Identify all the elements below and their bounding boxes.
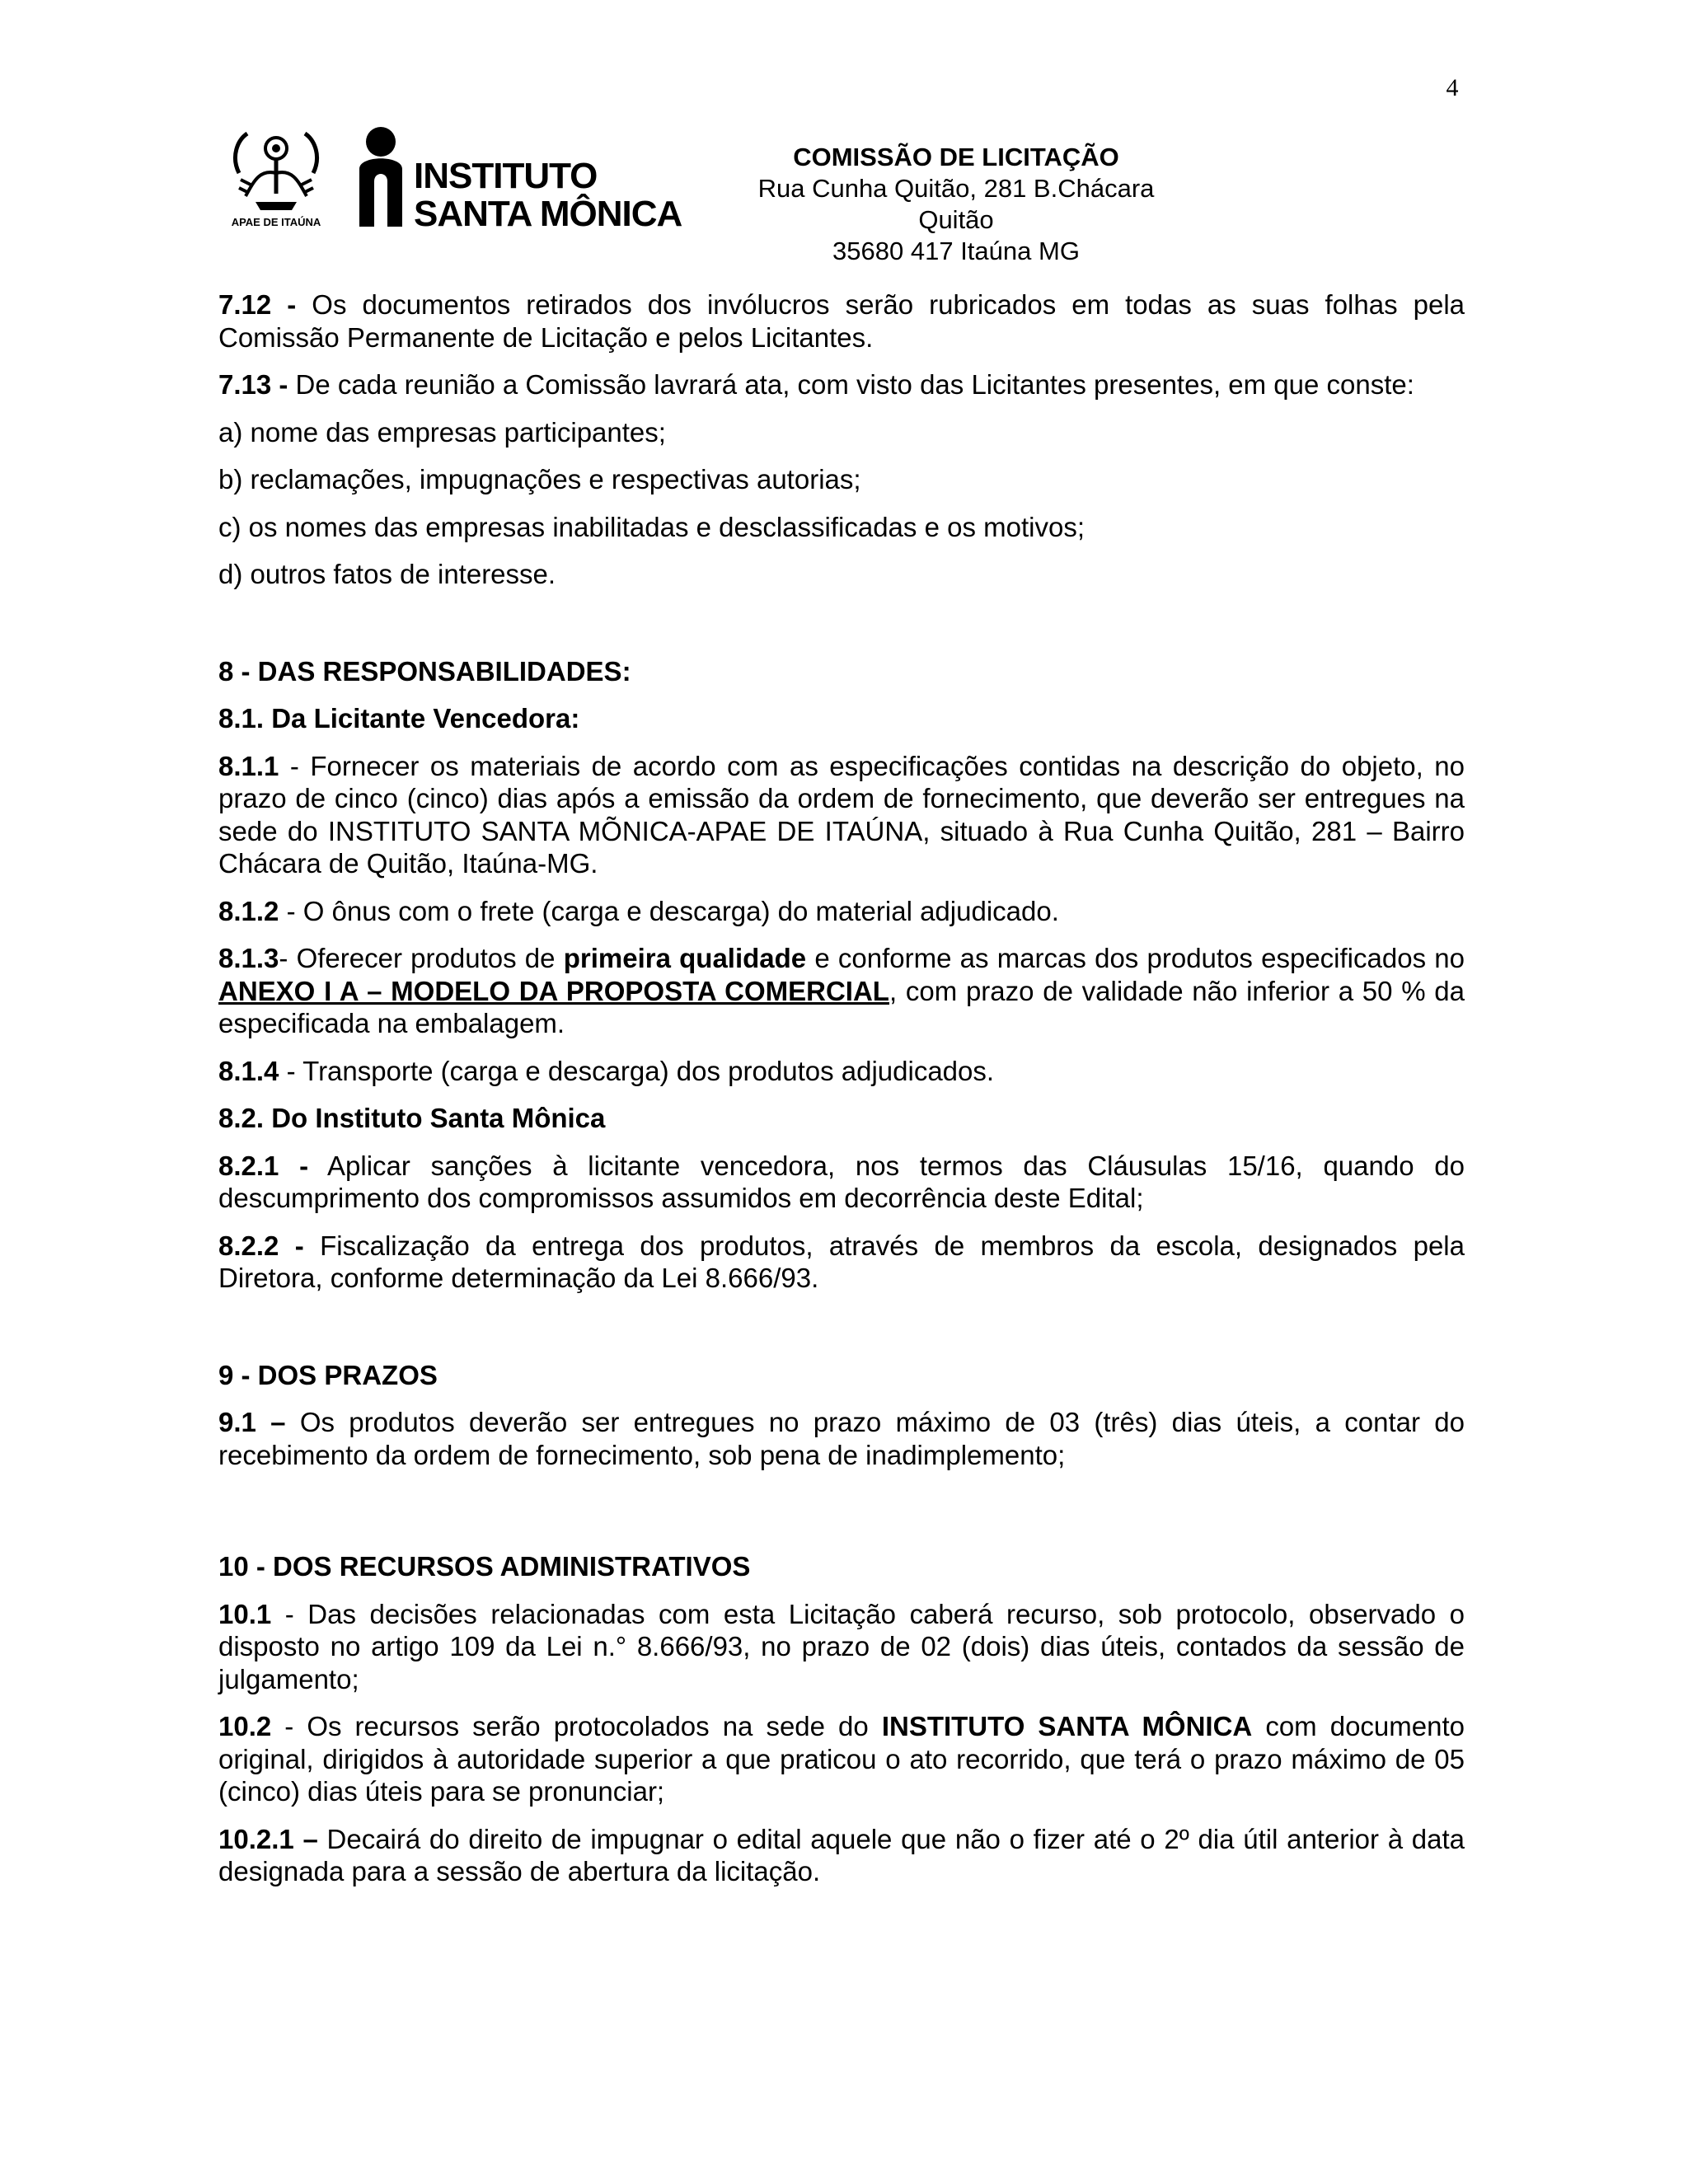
clause-number: 8.2.2 - (218, 1230, 304, 1261)
org-title: COMISSÃO DE LICITAÇÃO (793, 143, 1119, 171)
logo-word-santa-monica: SANTA MÔNICA (414, 194, 682, 234)
org-address-line1: Rua Cunha Quitão, 281 B.Chácara Quitão (757, 174, 1155, 234)
list-item: a) nome das empresas participantes; (218, 416, 666, 448)
clause-text: - Fornecer os materiais de acordo com as especificações contidas na descrição do objeto, no prazo de cinco (cinco) dias após a emissão da ordem de fornecimento, que deverão ser entregues na sede do INSTITUTO SANTA MÕNICA-APAE DE ITAÚNA, situado à Rua Cunha Quitão, 281 – Bairro Chácara de Quitão, Itaúna-MG. (218, 750, 1465, 879)
clause-number: 8.1.2 (218, 895, 279, 926)
clause-text: Os documentos retirados dos invólucros serão rubricados em todas as suas folhas pela Comissão Permanente de Licitação e pelos Licitantes. (218, 289, 1465, 353)
page-number: 4 (1446, 74, 1459, 101)
annex-reference: ANEXO I A – MODELO DA PROPOSTA COMERCIAL (218, 975, 889, 1006)
clause-number: 10.2 (218, 1711, 272, 1741)
clause-number: 8.1.1 (218, 750, 279, 781)
list-item: d) outros fatos de interesse. (218, 559, 556, 589)
clause-number: 8.2.1 - (218, 1150, 309, 1181)
clause-8-1-2 (218, 895, 1465, 928)
clause-text: e conforme as marcas dos produtos especificados no (806, 943, 1465, 973)
clause-text: Fiscalização da entrega dos produtos, através de membros da escola, designados pela Diretora, conforme determinação da Lei 8.666/93. (218, 1230, 1465, 1293)
apae-logo (223, 124, 330, 231)
clause-text: - Transporte (carga e descarga) dos produtos adjudicados. (279, 1055, 995, 1086)
clause-8-1-3 (218, 942, 1465, 1040)
clause-number: 8.1.3 (218, 943, 279, 973)
section-9-heading: 9 - DOS PRAZOS (218, 1359, 438, 1390)
clause-text: com documento original, dirigidos à autoridade superior a que praticou o ato recorrido, que terá o prazo máximo de 05 (cinco) dias úteis para se pronunciar; (218, 1711, 1465, 1807)
clause-8-1-1 (218, 750, 1465, 880)
instituto-santa-monica-logo (354, 124, 682, 234)
clause-9-1 (218, 1406, 1465, 1471)
apae-logo-text: APAE DE ITAÚNA (231, 216, 321, 228)
clause-8-1-4 (218, 1055, 1465, 1088)
clause-text: , com prazo de validade não inferior a 50 % da especificada na embalagem. (218, 975, 1465, 1038)
list-item: c) os nomes das empresas inabilitadas e desclassificadas e os motivos; (218, 511, 1085, 542)
emphasis-quality: primeira qualidade (563, 943, 807, 973)
clause-number: 9.1 – (218, 1407, 286, 1437)
clause-7-12 (218, 288, 1465, 354)
document-body (218, 288, 1465, 1903)
clause-8-2-2 (218, 1230, 1465, 1295)
clause-number: 7.13 - (218, 369, 288, 400)
clause-text: Aplicar sanções à licitante vencedora, nos termos das Cláusulas 15/16, quando do descumprimento dos compromissos assumidos em decorrência deste Edital; (218, 1150, 1465, 1213)
clause-text: De cada reunião a Comissão lavrará ata, com visto das Licitantes presentes, em que conste: (288, 369, 1414, 400)
institution-name: INSTITUTO SANTA MÔNICA (881, 1711, 1253, 1741)
org-address-line2: 35680 417 Itaúna MG (832, 237, 1080, 265)
section-8-heading: 8 - DAS RESPONSABILIDADES: (218, 655, 631, 687)
section-10-heading: 10 - DOS RECURSOS ADMINISTRATIVOS (218, 1551, 751, 1582)
clause-number: 7.12 - (218, 289, 297, 320)
letterhead (0, 115, 1688, 265)
clause-7-13 (218, 368, 1465, 401)
clause-text: - Das decisões relacionadas com esta Licitação caberá recurso, sob protocolo, observado o disposto no artigo 109 da Lei n.° 8.666/93, no prazo de 02 (dois) dias úteis, contados da sessão de julgamento; (218, 1598, 1465, 1694)
subsection-8-1-heading: 8.1. Da Licitante Vencedora: (218, 703, 580, 733)
clause-10-2-1 (218, 1823, 1465, 1888)
clause-number: 8.1.4 (218, 1055, 279, 1086)
clause-8-2-1 (218, 1150, 1465, 1215)
list-item: b) reclamações, impugnações e respectivas autorias; (218, 464, 861, 494)
org-info (742, 142, 1170, 267)
clause-10-2 (218, 1710, 1465, 1808)
clause-text: Os produtos deverão ser entregues no prazo máximo de 03 (três) dias úteis, a contar do recebimento da ordem de fornecimento, sob pena de inadimplemento; (218, 1407, 1465, 1470)
clause-text: - Oferecer produtos de (279, 943, 564, 973)
clause-text: - Os recursos serão protocolados na sede do (271, 1711, 882, 1741)
logo-word-instituto: INSTITUTO (414, 156, 598, 196)
subsection-8-2-heading: 8.2. Do Instituto Santa Mônica (218, 1103, 606, 1133)
clause-number: 10.1 (218, 1598, 272, 1629)
clause-text: - O ônus com o frete (carga e descarga) do material adjudicado. (279, 895, 1059, 926)
clause-text: Decairá do direito de impugnar o edital aquele que não o fizer até o 2º dia útil anterior à data designada para a sessão de abertura da licitação. (218, 1823, 1465, 1886)
clause-number: 10.2.1 – (218, 1823, 318, 1854)
clause-10-1 (218, 1598, 1465, 1696)
